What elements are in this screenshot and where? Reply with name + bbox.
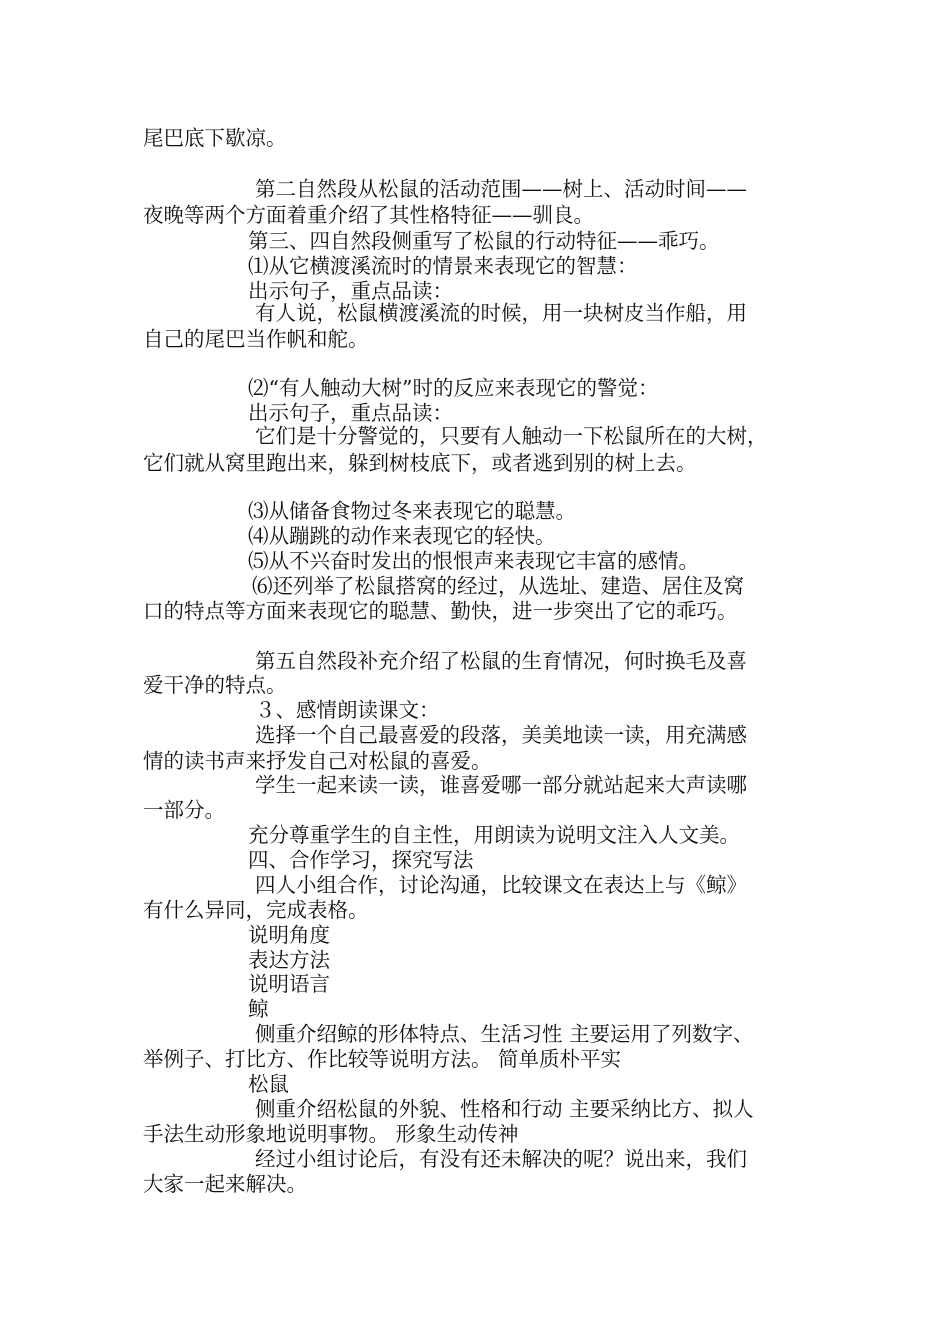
text-line: 表达方法 <box>248 948 330 972</box>
text-line: ⑴从它横渡溪流时的情景来表现它的智慧： <box>248 254 638 278</box>
text-line: 四、合作学习，探究写法 <box>248 848 474 872</box>
text-line: 鲸 <box>248 997 269 1021</box>
text-line: 选择一个自己最喜爱的段落，美美地读一读，用充满感 <box>255 723 747 747</box>
text-line: 充分尊重学生的自主性，用朗读为说明文注入人文美。 <box>248 823 740 847</box>
text-line: ⑸从不兴奋时发出的恨恨声来表现它丰富的感情。 <box>248 549 699 573</box>
text-line: 它们是十分警觉的，只要有人触动一下松鼠所在的大树， <box>255 424 768 448</box>
text-line: 侧重介绍鲸的形体特点、生活习性 主要运用了列数字、 <box>255 1022 754 1046</box>
text-line: 第二自然段从松鼠的活动范围——树上、活动时间—— <box>255 177 747 201</box>
text-line: 情的读书声来抒发自己对松鼠的喜爱。 <box>143 749 492 773</box>
text-line: 说明语言 <box>248 972 330 996</box>
text-line: 口的特点等方面来表现它的聪慧、勤快，进一步突出了它的乖巧。 <box>143 599 738 623</box>
text-line: 出示句子，重点品读： <box>248 279 453 303</box>
text-line: ⑶从储备食物过冬来表现它的聪慧。 <box>248 499 576 523</box>
text-line: 第五自然段补充介绍了松鼠的生育情况，何时换毛及喜 <box>255 649 747 673</box>
text-line: 侧重介绍松鼠的外貌、性格和行动 主要采纳比方、拟人 <box>255 1097 754 1121</box>
text-line: 它们就从窝里跑出来，躲到树枝底下，或者逃到别的树上去。 <box>143 451 697 475</box>
text-line: 有人说，松鼠横渡溪流的时候，用一块树皮当作船，用 <box>255 301 747 325</box>
text-line: ３、感情朗读课文： <box>255 698 440 722</box>
text-line: 自己的尾巴当作帆和舵。 <box>143 327 369 351</box>
text-line: 第三、四自然段侧重写了松鼠的行动特征——乖巧。 <box>248 229 720 253</box>
text-line: 有什么异同，完成表格。 <box>143 898 369 922</box>
text-line: 学生一起来读一读，谁喜爱哪一部分就站起来大声读哪 <box>255 773 747 797</box>
text-line: 说明角度 <box>248 923 330 947</box>
text-line: 举例子、打比方、作比较等说明方法。 简单质朴平实 <box>143 1047 622 1071</box>
text-line: 经过小组讨论后，有没有还未解决的呢？说出来，我们 <box>255 1147 747 1171</box>
text-line: ⑵“有人触动大树”时的反应来表现它的警觉： <box>248 376 659 400</box>
text-line: 松鼠 <box>248 1072 289 1096</box>
text-line: 手法生动形象地说明事物。 形象生动传神 <box>143 1122 519 1146</box>
text-line: 夜晚等两个方面着重介绍了其性格特征——驯良。 <box>143 203 594 227</box>
text-line: 爱干净的特点。 <box>143 673 287 697</box>
text-line: 大家一起来解决。 <box>143 1172 307 1196</box>
text-line: 尾巴底下歇凉。 <box>143 126 287 150</box>
text-line: 四人小组合作，讨论沟通，比较课文在表达上与《鲸》 <box>255 873 747 897</box>
text-line: ⑹还列举了松鼠搭窝的经过，从选址、建造、居住及窝 <box>252 574 744 598</box>
text-line: ⑷从蹦跳的动作来表现它的轻快。 <box>248 524 556 548</box>
text-line: 一部分。 <box>143 798 225 822</box>
text-line: 出示句子，重点品读： <box>248 401 453 425</box>
